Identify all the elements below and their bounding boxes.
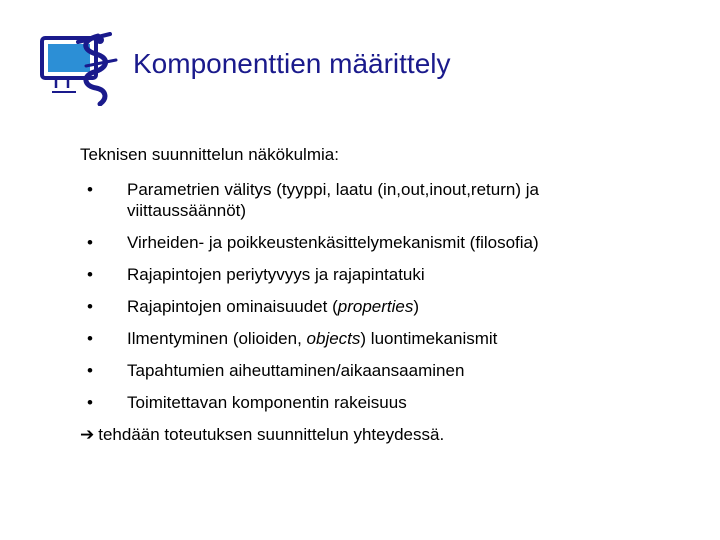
bullet-marker: • xyxy=(87,233,93,252)
bullet-text: Toimitettavan komponentin rakeisuus xyxy=(127,393,407,412)
bullet-text xyxy=(127,328,640,349)
conclusion-line xyxy=(80,424,640,446)
text-segment: ) xyxy=(413,297,420,316)
bullet-text xyxy=(127,296,640,317)
bullet-marker: • xyxy=(87,329,93,348)
slide-body xyxy=(80,144,640,446)
bullet-marker: • xyxy=(87,393,93,412)
bullet-text: Rajapintojen periytyvyys ja rajapintatuki xyxy=(127,265,425,284)
slide-title: Komponenttien määrittely xyxy=(133,48,451,79)
bullet-text: Tapahtumien aiheuttaminen/aikaansaaminen xyxy=(127,361,465,380)
bullet-marker: • xyxy=(87,297,93,316)
subheading: Teknisen suunnittelun näkökulmia: xyxy=(80,145,339,164)
text-segment: Ilmentyminen (olioiden, xyxy=(127,329,307,348)
emphasis-text: properties xyxy=(337,297,414,316)
list-item xyxy=(80,264,640,285)
bullet-marker: • xyxy=(87,265,93,284)
emphasis-text: objects xyxy=(306,329,361,348)
monitor-caduceus-icon xyxy=(38,32,122,106)
list-item xyxy=(80,296,640,317)
list-item xyxy=(80,179,640,221)
bullet-list xyxy=(80,179,640,413)
list-item xyxy=(80,392,640,413)
bullet-marker: • xyxy=(87,361,93,380)
bullet-text: Virheiden- ja poikkeustenkäsittelymekanismit (filosofia) xyxy=(127,233,539,252)
bullet-marker: • xyxy=(87,180,93,199)
conclusion-text: tehdään toteutuksen suunnittelun yhteydessä. xyxy=(98,425,445,444)
arrow-right-icon: ➔ xyxy=(80,425,95,444)
text-segment: Rajapintojen ominaisuudet ( xyxy=(127,297,338,316)
text-segment: ) luontimekanismit xyxy=(360,329,498,348)
bullet-text: Parametrien välitys (tyyppi, laatu (in,out,inout,return) ja viittaussäännöt) xyxy=(127,180,539,220)
list-item xyxy=(80,232,640,253)
list-item xyxy=(80,360,640,381)
list-item xyxy=(80,328,640,349)
